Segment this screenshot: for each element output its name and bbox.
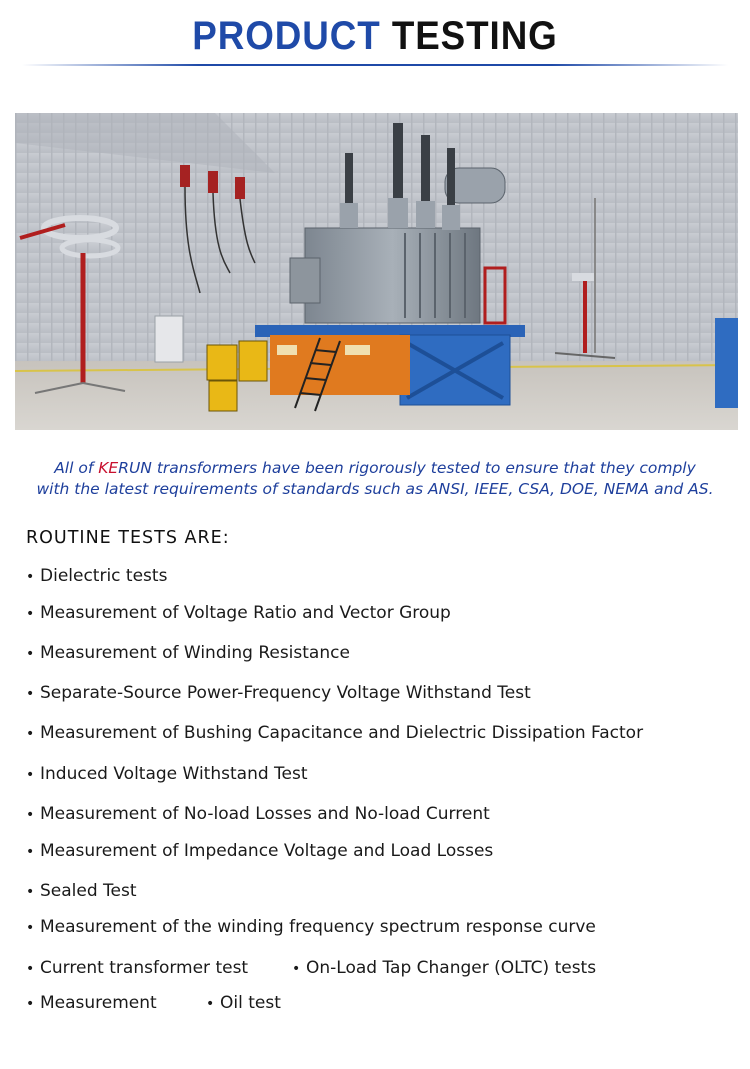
list-item [26, 958, 248, 978]
title-testing: TESTING [391, 14, 558, 58]
bullet: • [26, 807, 35, 823]
bullet: • [26, 844, 35, 860]
bullet: • [26, 996, 35, 1012]
list-item [206, 993, 281, 1013]
list-item [292, 958, 596, 978]
intro-text-start: All of [54, 459, 99, 477]
bullet: • [26, 726, 35, 742]
list-item-text: Measurement [40, 993, 157, 1013]
list-item [26, 566, 167, 586]
list-item-text: Oil test [220, 993, 281, 1013]
list-item-text: Measurement of Bushing Capacitance and Dielectric Dissipation Factor [40, 723, 644, 743]
transformer-test-hall-photo [15, 113, 738, 430]
title-product: PRODUCT [192, 14, 381, 58]
list-item [26, 683, 531, 703]
list-item [26, 993, 157, 1013]
bullet: • [26, 884, 35, 900]
bullet: • [26, 646, 35, 662]
list-item-text: Dielectric tests [40, 566, 168, 586]
list-item-text: Induced Voltage Withstand Test [40, 764, 308, 784]
list-item-text: Current transformer test [40, 958, 249, 978]
intro-line-1 [0, 458, 750, 479]
intro-paragraph [0, 458, 750, 500]
list-item-text: Measurement of Voltage Ratio and Vector Group [40, 603, 451, 623]
title-divider [22, 64, 728, 66]
page-title [30, 14, 720, 59]
bullet: • [26, 961, 35, 977]
list-item-text: Sealed Test [40, 881, 137, 901]
bullet: • [206, 996, 215, 1012]
intro-text-rest: RUN transformers have been rigorously tested to ensure that they comply [118, 459, 696, 477]
list-item [26, 881, 137, 901]
list-item [26, 764, 308, 784]
list-item-text: On-Load Tap Changer (OLTC) tests [306, 958, 597, 978]
bullet: • [26, 767, 35, 783]
list-item [26, 804, 490, 824]
list-item [26, 603, 451, 623]
routine-tests-heading: ROUTINE TESTS ARE: [26, 528, 230, 548]
bullet: • [292, 961, 301, 977]
list-item [26, 723, 643, 743]
list-item [26, 841, 493, 861]
list-item-text: Measurement of No-load Losses and No-load Current [40, 804, 490, 824]
intro-line-2: with the latest requirements of standards such as ANSI, IEEE, CSA, DOE, NEMA and AS. [36, 480, 714, 498]
list-item-text: Measurement of Impedance Voltage and Load Losses [40, 841, 494, 861]
bullet: • [26, 686, 35, 702]
bullet: • [26, 920, 35, 936]
list-item-text: Measurement of the winding frequency spectrum response curve [40, 917, 596, 937]
list-item [26, 643, 350, 663]
list-item-text: Measurement of Winding Resistance [40, 643, 350, 663]
bullet: • [26, 606, 35, 622]
bullet: • [26, 569, 35, 585]
list-item [26, 917, 596, 937]
brand-red-letters: KE [98, 459, 119, 477]
list-item-text: Separate-Source Power-Frequency Voltage Withstand Test [40, 683, 531, 703]
